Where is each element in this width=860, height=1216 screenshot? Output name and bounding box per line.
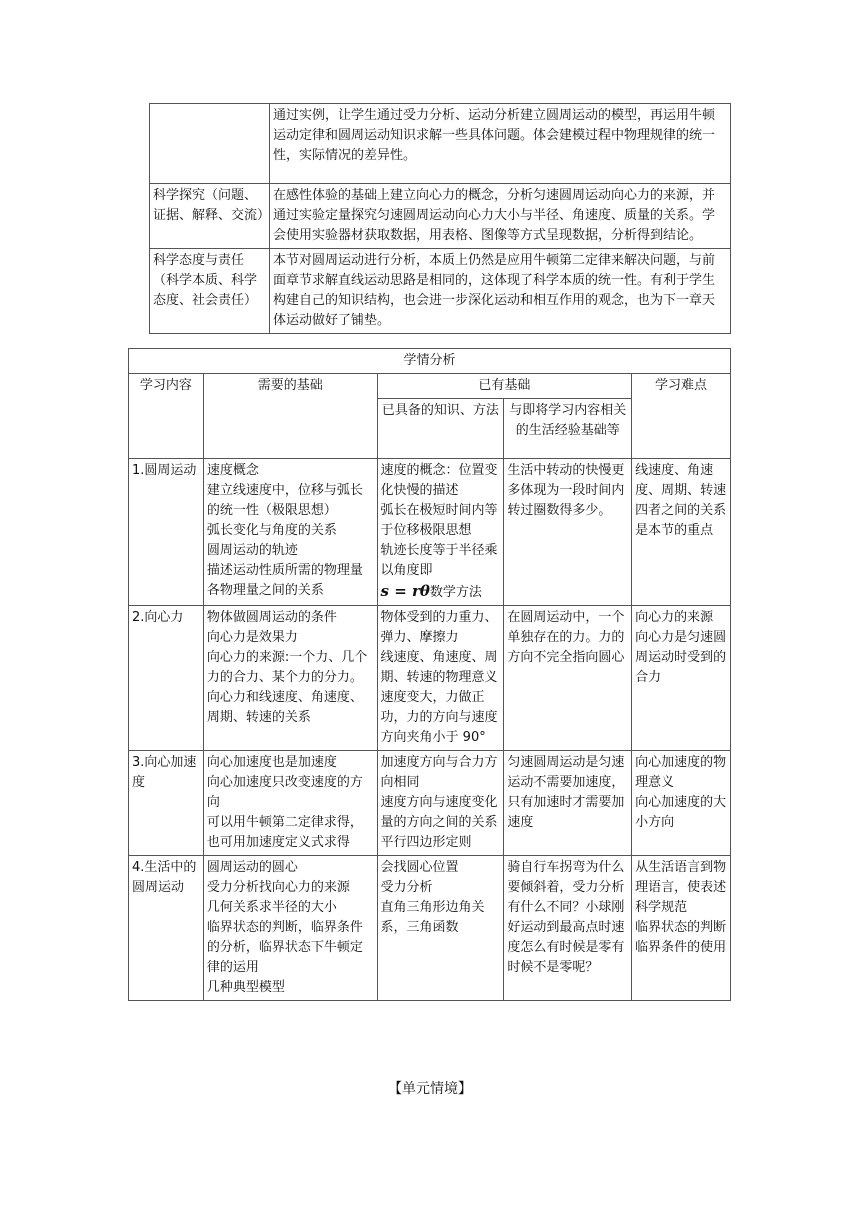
row-knowledge-cell: [377, 459, 504, 606]
table-header-row: [129, 374, 731, 399]
row-difficulty: 向心力的来源 向心力是匀速圆周运动时受到的合力: [632, 606, 731, 751]
row-knowledge: 加速度方向与合力方向相同 速度方向与速度变化量的方向之间的关系平行四边形定则: [377, 751, 504, 856]
table-row: [129, 856, 731, 1001]
header-existing: 已有基础: [377, 374, 632, 399]
formula: s = rθ: [380, 582, 430, 600]
row-life: 匀速圆周运动是匀速运动不需要加速度，只有加速时才需要加速度: [504, 751, 632, 856]
row-difficulty: 从生活语言到物理语言，使表述科学规范 临界状态的判断 临界条件的使用: [632, 856, 731, 1001]
row-basis: 速度概念 建立线速度中，位移与弧长的统一性（极限思想） 弧长变化与角度的关系 圆周运动的轨迹 描述运动性质所需的物理量 各物理量之间的关系: [203, 459, 377, 606]
row-knowledge: 物体受到的力重力、弹力、摩擦力 线速度、角速度、周期、转速的物理意义 速度变大，力做正功，力的方向与速度方向夹角小于 90°: [377, 606, 504, 751]
header-difficulty: 学习难点: [632, 374, 731, 459]
row-content: 4.生活中的圆周运动: [129, 856, 204, 1001]
learning-analysis-table: [128, 348, 731, 1001]
section-heading: 【单元情境】: [388, 1081, 472, 1097]
goal-label: 科学态度与责任（科学本质、科学态度、社会责任）: [150, 249, 270, 334]
table-row: [150, 184, 731, 249]
goal-content: 在感性体验的基础上建立向心力的概念，分析匀速圆周运动向心力的来源，并通过实验定量探究匀速圆周运动向心力大小与半径、角速度、质量的关系。学会使用实验器材获取数据，用表格、图像等方式呈现数据，分析得到结论。: [270, 184, 731, 249]
formula-suffix: 数学方法: [429, 585, 482, 600]
analysis-title: 学情分析: [129, 349, 731, 374]
table-title-row: [129, 349, 731, 374]
row-basis: 物体做圆周运动的条件 向心力是效果力 向心力的来源:一个力、几个力的合力、某个力的分力。 向心力和线速度、角速度、周期、转速的关系: [203, 606, 377, 751]
row-content: 3.向心加速度: [129, 751, 204, 856]
header-existing-knowledge: 已具备的知识、方法: [377, 399, 504, 459]
row-life: 在圆周运动中，一个单独存在的力。力的方向不完全指向圆心: [504, 606, 632, 751]
literacy-goals-table: [149, 103, 731, 334]
header-content: 学习内容: [129, 374, 204, 459]
table-row: [129, 751, 731, 856]
row-difficulty: 向心加速度的物理意义 向心加速度的大小方向: [632, 751, 731, 856]
row-knowledge: 速度的概念：位置变化快慢的描述 弧长在极短时间内等于位移极限思想 轨迹长度等于半径乘以角度即: [380, 463, 498, 578]
row-life: 生活中转动的快慢更多体现为一段时间内转过圈数得多少。: [504, 459, 632, 606]
goal-content: 本节对圆周运动进行分析，本质上仍然是应用牛顿第二定律来解决问题，与前面章节求解直线运动思路是相同的，这体现了科学本质的统一性。有利于学生构建自己的知识结构，也会进一步深化运动和相互作用的观念，也为下一章天体运动做好了铺垫。: [270, 249, 731, 334]
goal-label: [150, 104, 270, 184]
table-row: [129, 459, 731, 606]
row-content: 2.向心力: [129, 606, 204, 751]
goal-content: 通过实例，让学生通过受力分析、运动分析建立圆周运动的模型，再运用牛顿运动定律和圆周运动知识求解一些具体问题。体会建模过程中物理规律的统一性，实际情况的差异性。: [270, 104, 731, 184]
header-basis: 需要的基础: [203, 374, 377, 459]
table-row: [150, 104, 731, 184]
header-existing-life: 与即将学习内容相关的生活经验基础等: [504, 399, 632, 459]
table-row: [129, 606, 731, 751]
row-content: 1.圆周运动: [129, 459, 204, 606]
row-life: 骑自行车拐弯为什么要倾斜着，受力分析有什么不同？小球刚好运动到最高点时速度怎么有时候是零有时候不是零呢？: [504, 856, 632, 1001]
row-basis: 向心加速度也是加速度 向心加速度只改变速度的方向 可以用牛顿第二定律求得，也可用加速度定义式求得: [203, 751, 377, 856]
row-basis: 圆周运动的圆心 受力分析找向心力的来源 几何关系求半径的大小 临界状态的判断，临界条件的分析，临界状态下牛顿定律的运用 几种典型模型: [203, 856, 377, 1001]
row-difficulty: 线速度、角速度、周期、转速四者之间的关系是本节的重点: [632, 459, 731, 606]
table-row: [150, 249, 731, 334]
goal-label: 科学探究（问题、证据、解释、交流）: [150, 184, 270, 249]
row-knowledge: 会找圆心位置 受力分析 直角三角形边角关系，三角函数: [377, 856, 504, 1001]
